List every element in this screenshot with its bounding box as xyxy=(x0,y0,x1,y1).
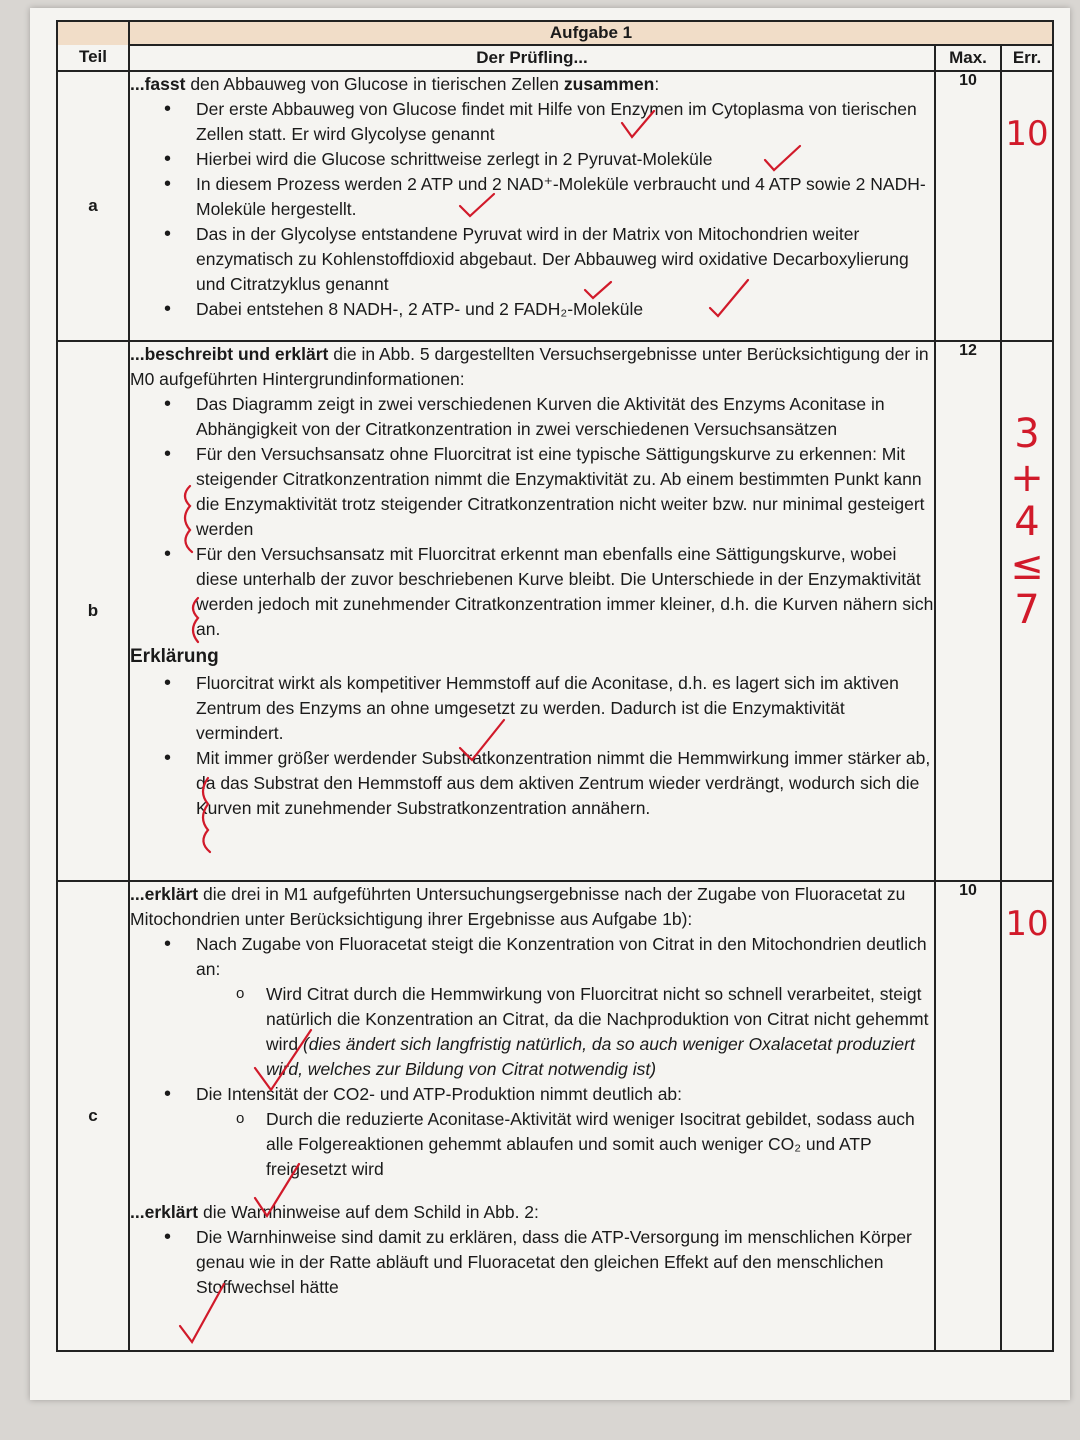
part-b-score-4: ≤ xyxy=(1010,543,1044,589)
part-b-err xyxy=(1001,341,1053,881)
part-a-lead-rest: den Abbauweg von Glucose in tierischen Zellen xyxy=(185,74,564,94)
part-a-label: a xyxy=(88,196,98,215)
title-spacer xyxy=(57,21,129,45)
list-item xyxy=(266,982,934,1082)
list-item: • Die Warnhinweise sind damit zu erklären, dass die ATP-Versorgung im menschlichen Körper genau wie in der Ratte abläuft und Fluoracetat den gleichen Effekt auf den menschlichen Stoffwechsel hätte xyxy=(196,1225,934,1300)
list-item: • Mit immer größer werdender Substratkonzentration nimmt die Hemmwirkung immer stärker ab, da das Substrat den Hemmstoff aus dem aktiven Zentrum wieder verdrängt, wodurch sich die Kurven mit zunehmender Substratkonzentration annähern. xyxy=(196,746,934,821)
part-b-bullets xyxy=(130,392,934,642)
header-teil: Teil xyxy=(57,45,129,71)
header-max: Max. xyxy=(935,45,1001,71)
part-c-score: 10 xyxy=(1005,904,1049,944)
part-a-lead xyxy=(130,72,934,97)
part-c-lead xyxy=(130,882,934,932)
part-c-lead2-bold: ...erklärt xyxy=(130,1202,199,1222)
part-c-content xyxy=(129,881,935,1351)
part-c-lead2 xyxy=(130,1200,934,1225)
part-c-sub1 xyxy=(196,982,934,1082)
part-b-score-5: 7 xyxy=(1014,587,1040,633)
part-b-erklaerung-bullets xyxy=(130,671,934,821)
part-c-label: c xyxy=(88,1106,98,1125)
part-b-row xyxy=(57,341,1053,881)
part-b-lead-bold: ...beschreibt und erklärt xyxy=(130,344,329,364)
list-item: • Das Diagramm zeigt in zwei verschiedenen Kurven die Aktivität des Enzyms Aconitase in Abhängigkeit von der Citratkonzentration in zwei verschiedenen Versuchsansätzen xyxy=(196,392,934,442)
grading-table xyxy=(56,20,1054,1352)
part-c-row xyxy=(57,881,1053,1351)
part-c-lead2-rest: die Warnhinweise auf dem Schild in Abb. 2: xyxy=(198,1202,539,1222)
part-b-score-1: 3 xyxy=(1014,411,1040,457)
part-c-sub1-text: Wird Citrat durch die Hemmwirkung von Fluorcitrat nicht so schnell verarbeitet, steigt natürlich die Konzentration an Citrat, da die Nachproduktion von Citrat nicht gehemmt wird xyxy=(266,984,929,1054)
list-item: o Durch die reduzierte Aconitase-Aktivität wird weniger Isocitrat gebildet, sodass auch alle Folgereaktionen gehemmt ablaufen und somit auch weniger CO₂ und ATP freigesetzt wird xyxy=(266,1107,934,1182)
part-c-bullets-2 xyxy=(130,1225,934,1300)
list-item: • Für den Versuchsansatz mit Fluorcitrat erkennt man ebenfalls eine Sättigungskurve, wobei diese unterhalb der zuvor beschriebenen Kurve bleibt. Die Unterschiede in der Enzymaktivität werden jedoch mit zunehmender Citratkonzentration immer kleiner, d.h. die Kurven nähern sich an. xyxy=(196,542,934,642)
header-err: Err. xyxy=(1001,45,1053,71)
part-c-err xyxy=(1001,881,1053,1351)
exam-sheet xyxy=(30,8,1070,1400)
part-a-err xyxy=(1001,71,1053,341)
part-c-bullets xyxy=(130,932,934,1182)
part-b-max: 12 xyxy=(935,341,1001,881)
list-item: • Das in der Glycolyse entstandene Pyruvat wird in der Matrix von Mitochondrien weiter enzymatisch zu Kohlenstoffdioxid abgebaut. Der Abbauweg wird oxidative Decarboxylierung und Citratzyklus genannt xyxy=(196,222,934,297)
list-item xyxy=(196,1082,934,1182)
part-c-bullet1-text: Nach Zugabe von Fluoracetat steigt die Konzentration von Citrat in den Mitochondrien deutlich an: xyxy=(196,934,927,979)
part-b-lead xyxy=(130,342,934,392)
part-b-score-2: + xyxy=(1010,455,1044,501)
list-item: • In diesem Prozess werden 2 ATP und 2 NAD⁺-Moleküle verbraucht und 4 ATP sowie 2 NADH-Moleküle hergestellt. xyxy=(196,172,934,222)
part-c-max: 10 xyxy=(935,881,1001,1351)
part-c-bullet2-text: Die Intensität der CO2- und ATP-Produktion nimmt deutlich ab: xyxy=(196,1084,683,1104)
part-a-content xyxy=(129,71,935,341)
list-item: • Dabei entstehen 8 NADH-, 2 ATP- und 2 FADH₂-Moleküle xyxy=(196,297,934,322)
part-b-label: b xyxy=(87,601,99,620)
part-b-score-3: 4 xyxy=(1014,499,1040,545)
part-c-sub2 xyxy=(196,1107,934,1182)
list-item: • Hierbei wird die Glucose schrittweise zerlegt in 2 Pyruvat-Moleküle xyxy=(196,147,934,172)
part-c-lead-bold: ...erklärt xyxy=(130,884,199,904)
part-a-max: 10 xyxy=(935,71,1001,341)
part-b-content xyxy=(129,341,935,881)
part-a-lead-bold: ...fasst xyxy=(130,74,186,94)
part-a-label-cell xyxy=(57,71,129,341)
part-b-lead-rest: die in Abb. 5 dargestellten Versuchsergebnisse unter Berücksichtigung der in M0 aufgeführten Hintergrundinformationen: xyxy=(130,344,929,389)
list-item: • Der erste Abbauweg von Glucose findet mit Hilfe von Enzymen im Cytoplasma von tierischen Zellen statt. Er wird Glycolyse genannt xyxy=(196,97,934,147)
task-title: Aufgabe 1 xyxy=(129,21,1053,45)
erklaerung-heading: Erklärung xyxy=(130,646,219,667)
list-item: • Für den Versuchsansatz ohne Fluorcitrat ist eine typische Sättigungskurve zu erkennen: Mit steigender Citratkonzentration nimmt die Enzymaktivität zu. Ab einem bestimmten Punkt kann die Enzymaktivität trotz steigender Citratkonzentration nicht weiter bzw. nur minimal gesteigert werden xyxy=(196,442,934,542)
part-a-row xyxy=(57,71,1053,341)
part-c-label-cell xyxy=(57,881,129,1351)
header-pruefling: Der Prüfling... xyxy=(129,45,935,71)
part-b-label-cell xyxy=(57,341,129,881)
part-a-bullets xyxy=(130,97,934,322)
part-c-lead-rest: die drei in M1 aufgeführten Untersuchungsergebnisse nach der Zugabe von Fluoracetat zu Mitochondrien unter Berücksichtigung ihrer Ergebnisse aus Aufgabe 1b): xyxy=(130,884,906,929)
part-c-sub1-italic: (dies ändert sich langfristig natürlich, da so auch weniger Oxalacetat produziert wird, welches zur Bildung von Citrat notwendig ist) xyxy=(266,1034,915,1079)
part-b-score-stack xyxy=(1002,342,1052,632)
part-a-lead-end: : xyxy=(654,74,660,94)
part-a-lead-bold2: zusammen xyxy=(563,74,655,94)
list-item: • Fluorcitrat wirkt als kompetitiver Hemmstoff auf die Aconitase, d.h. es lagert sich im aktiven Zentrum des Enzyms an ohne umgesetzt zu werden. Dadurch ist die Enzymaktivität vermindert. xyxy=(196,671,934,746)
part-a-score: 10 xyxy=(1005,114,1049,154)
list-item xyxy=(196,932,934,1082)
